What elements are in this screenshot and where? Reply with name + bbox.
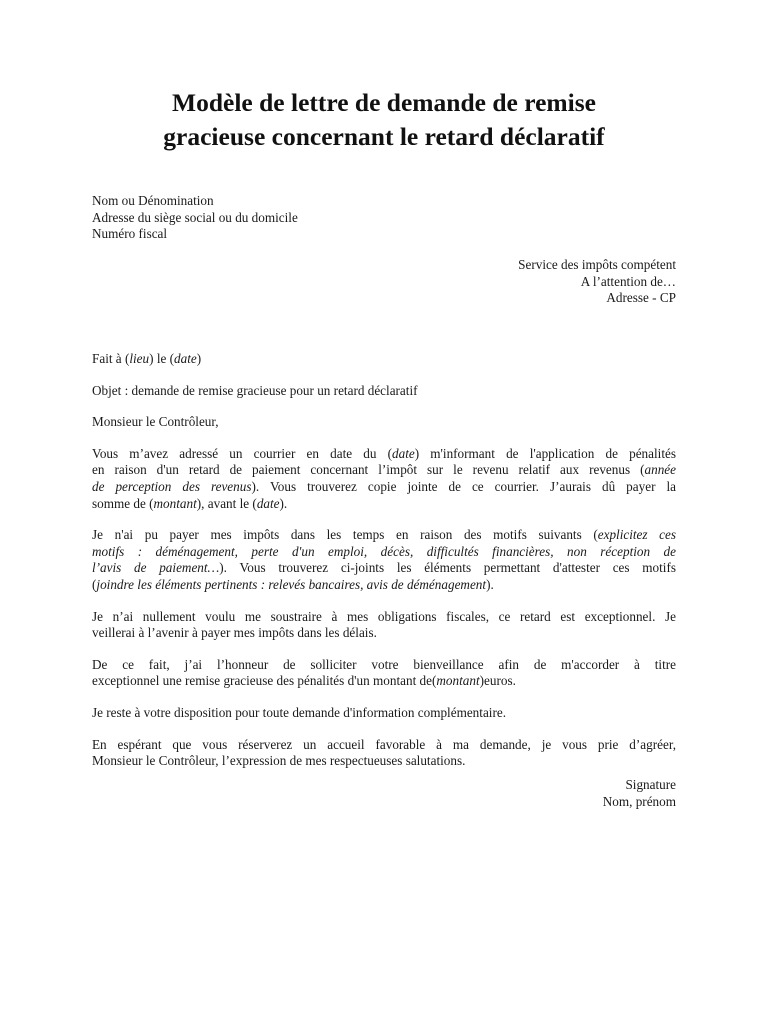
signatory-name: Nom, prénom [602,793,676,809]
text-run: en raison d'un retard de paiement concernant l’impôt sur le revenu relatif aux revenus ( [92,462,645,478]
text-run: ) [196,351,202,366]
recipient-service: Service des impôts compétent [518,257,676,272]
placeholder-motifs: explicitez ces [597,527,676,543]
text-run: ). Vous trouverez ci-joints les éléments permettant d'attester ces motifs [219,560,676,576]
sender-block [92,193,298,243]
text-run: Vous m’avez adressé un courrier en date du ( [92,445,392,461]
sender-name: Nom ou Dénomination [92,193,214,208]
paragraph-line [92,462,676,479]
paragraph-line [92,673,676,690]
letter-body [92,351,676,785]
paragraph-line: En espérant que vous réserverez un accueil favorable à ma demande, je vous prie d’agréer, [92,736,676,752]
text-run: somme de ( [92,495,154,511]
placeholder-date: date [256,495,280,511]
paragraph-3 [92,609,676,642]
paragraph-6 [92,737,676,770]
title-line-1: Modèle de lettre de demande de remise [172,88,596,117]
subject-line: Objet : demande de remise gracieuse pour un retard déclaratif [92,382,418,398]
document-title [92,86,676,154]
placeholder-pieces-jointes: joindre les éléments pertinents : relevés bancaires, avis de déménagement [96,576,487,592]
placeholder-lieu: lieu [129,351,150,366]
text-run: Je n'ai pu payer mes impôts dans les temps en raison des motifs suivants ( [92,527,598,543]
salutation: Monsieur le Contrôleur, [92,414,219,430]
text-run: ). [279,495,288,511]
text-run: ). [486,576,494,592]
paragraph-line [92,544,676,561]
recipient-block [518,257,676,307]
text-run: ), avant le ( [196,495,257,511]
sender-tax-number: Numéro fiscal [92,226,168,242]
paragraph-line [92,479,676,496]
text-run: ( [92,576,97,592]
signature-label: Signature [625,777,676,792]
paragraph-line [92,496,676,513]
paragraph-line: Monsieur le Contrôleur, l’expression de mes respectueuses salutations. [92,753,466,769]
paragraph-5: Je reste à votre disposition pour toute demande d'information complémentaire. [92,704,507,720]
recipient-address: Adresse - CP [606,290,676,306]
placeholder-montant: montant [153,495,197,511]
paragraph-line [92,577,676,594]
text-run: exceptionnel une remise gracieuse des pénalités d'un montant de( [92,673,437,689]
paragraph-line: Je n’ai nullement voulu me soustraire à mes obligations fiscales, ce retard est exceptionnel. Je [92,608,676,624]
paragraph-1 [92,446,676,512]
recipient-attention: A l’attention de… [580,273,676,289]
placeholder-motifs: motifs : déménagement, perte d'un emploi, décès, difficultés financières, non réception de [92,543,676,559]
text-run: ). Vous trouverez copie jointe de ce courrier. J’aurais dû payer la [251,478,676,494]
placeholder-date: date [174,351,197,366]
paragraph-line [92,560,676,577]
placeholder-date: date [392,445,415,461]
paragraph-4 [92,657,676,690]
placeholder-perception: de perception des revenus [92,478,252,494]
text-run: Fait à ( [92,351,130,366]
placeholder-montant: montant [436,673,480,689]
sender-address: Adresse du siège social ou du domicile [92,209,298,225]
text-run: )euros. [479,673,516,689]
text-run: ) le ( [149,351,175,366]
paragraph-line [92,446,676,463]
closing-block [603,777,676,810]
paragraph-2 [92,527,676,593]
placeholder-annee: année [644,462,676,478]
place-date-line [92,351,676,368]
paragraph-line [92,527,676,544]
paragraph-line: veillerai à l’avenir à payer mes impôts dans les délais. [92,625,377,641]
placeholder-motifs: l’avis de paiement… [92,560,220,576]
title-line-2: gracieuse concernant le retard déclaratif [163,122,605,151]
text-run: ) m'informant de l'application de pénalités [414,445,676,461]
paragraph-line: De ce fait, j’ai l’honneur de solliciter votre bienveillance afin de m'accorder à titre [92,656,676,672]
